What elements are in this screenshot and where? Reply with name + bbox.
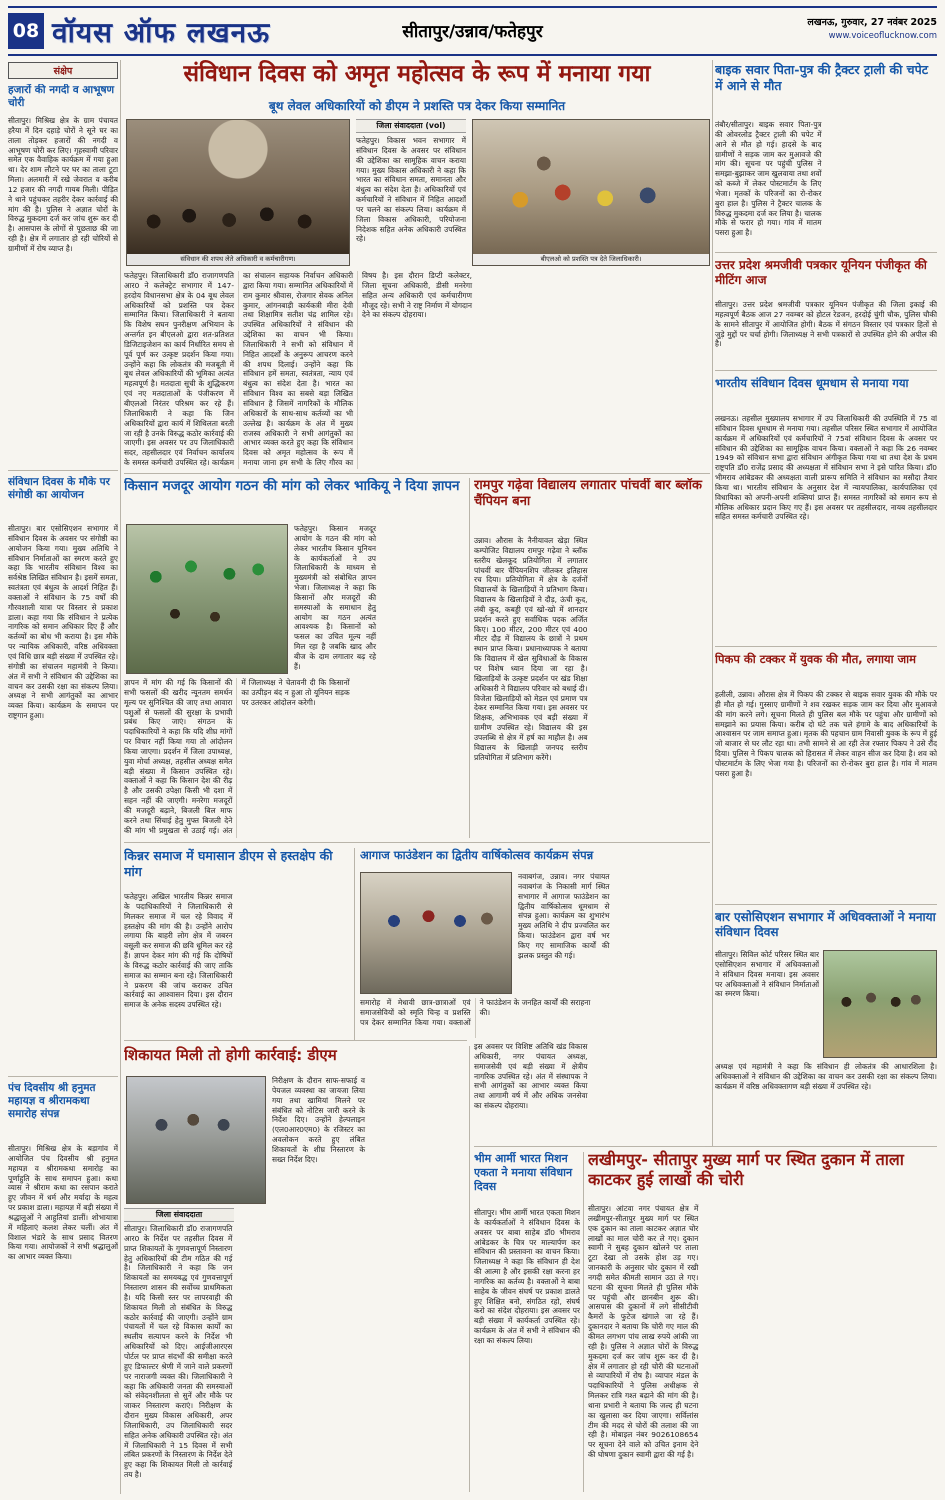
photo-caption-left: संविधान की शपथ लेते अधिकारी व कर्मचारीगण। [127,254,349,265]
left-article3-headline: पंच दिवसीय श्री हनुमत महायज्ञ व श्रीरामकथा समारोह संपन्न [8,1082,96,1121]
shikayat-byline: जिला संवाददाता [124,1208,234,1222]
kinnar-headline: किन्नर समाज में घमासान डीएम से हस्तक्षेप की मांग [124,848,333,879]
aagaz-body-continued: इस अवसर पर विशिष्ट अतिथि खंड विकास अधिकारी, नगर पंचायत अध्यक्ष, समाजसेवी एवं बड़ी संख्या में क्षेत्रीय नागरिक उपस्थित रहे। अंत में संस्थापक ने सभी आगंतुकों का आभार व्यक्त किया तथा आगामी वर्ष में और अधिक जनसेवा का संकल्प दोहराया। [474,1042,588,1111]
kinnar-body: फतेहपुर। अखिल भारतीय किन्नर समाज के पदाधिकारियों ने जिलाधिकारी से मिलकर समाज में चल रहे विवाद में हस्तक्षेप की मांग की है। उन्होंने आरोप लगाया कि बाहरी लोग क्षेत्र में जबरन वसूली कर समाज की छवि धूमिल कर रहे हैं। ज्ञापन देकर मांग की गई कि दोषियों के विरुद्ध कठोर कार्रवाई की जाए ताकि समाज का सम्मान बना रहे। जिलाधिकारी ने प्रकरण की जांच कराकर उचित कार्रवाई का आश्वासन दिया। इस दौरान समाज के अनेक सदस्य उपस्थित रहे। [124,892,233,1010]
right-article2-body: सीतापुर। उत्तर प्रदेश श्रमजीवी पत्रकार यूनियन पंजीकृत की जिला इकाई की महत्वपूर्ण बैठक आज 27 नवम्बर को होटल रेडजन, हरदोई चुंगी चौक, पुलिस चौकी के सामने सीतापुर में आयोजित होगी। बैठक में संगठन विस्तार एवं पत्रकार हितों से जुड़े मुद्दों पर चर्चा होगी। जिलाध्यक्ष ने सभी पत्रकारों से उपस्थित होने की अपील की है। [715,300,937,349]
divider-left-column [120,60,121,1494]
left-divider-1 [8,470,118,471]
left-article3-body: सीतापुर। मिश्रिख क्षेत्र के बड़ागांव में आयोजित पंच दिवसीय श्री हनुमत महायज्ञ व श्रीरामकथा समारोह का पूर्णाहुति के साथ समापन हुआ। कथा व्यास ने श्रीराम कथा का रसपान कराते हुए जीवन में धर्म और मर्यादा के महत्व पर प्रकाश डाला। महायज्ञ में बड़ी संख्या में श्रद्धालुओं ने आहुतियां डालीं। शोभायात्रा में महिलाएं कलश लेकर चलीं। अंत में विशाल भंडारे के साथ प्रसाद वितरण किया गया। आयोजकों ने सभी श्रद्धालुओं का आभार व्यक्त किया। [8,1144,118,1262]
page-number: 08 [8,13,44,49]
bhim-headline: भीम आर्मी भारत मिशन एकता ने मनाया संविधान दिवस [474,1152,573,1193]
kisan-body-beside-photo: फतेहपुर। किसान मजदूर आयोग के गठन की मांग को लेकर भारतीय किसान यूनियन के कार्यकर्ताओं ने उप जिलाधिकारी के माध्यम से मुख्यमंत्री को संबोधित ज्ञापन भेजा। जिलाध्यक्ष ने कहा कि किसानों और मजदूरों की समस्याओं के समाधान हेतु आयोग का गठन अत्यंत आवश्यक है। किसानों को फसल का उचित मूल्य नहीं मिल रहा है जबकि खाद और बीज के दाम लगातार बढ़ रहे हैं। [294,524,376,671]
right-article5-body-below: अध्यक्ष एवं महामंत्री ने कहा कि संविधान ही लोकतंत्र की आधारशिला है। अधिवक्ताओं ने संविधान की उद्देशिका का वाचन कर उसकी रक्षा का संकल्प लिया। कार्यक्रम में वरिष्ठ अधिवक्तागण बड़ी संख्या में उपस्थित रहे। [715,1062,937,1091]
shikayat-headline: शिकायत मिली तो होगी कार्रवाई: डीएम [124,1046,337,1064]
lead-body: फतेहपुर। जिलाधिकारी डॉ0 राजागणपति आर0 ने कलेक्ट्रेट सभागार में 147-हरदोय विधानसभा क्षेत्र के 04 बूथ लेवल अधिकारियों को प्रशस्ति पत्र देकर सम्मानित किया। जिलाधिकारी ने बताया कि विशेष सघन पुनरीक्षण अभियान के अन्तर्गत इन बीएलओ द्वारा शत-प्रतिशत डिजिटाइजेशन का कार्य निर्धारित समय से पूर्व पूर्ण कर उत्कृष्ट प्रदर्शन किया गया। उन्होंने कहा कि लोकतंत्र की मजबूती में बूथ लेवल अधिकारियों की भूमिका अत्यंत महत्वपूर्ण है। मतदाता सूची के शुद्धिकरण एवं नए मतदाताओं के पंजीकरण में बीएलओ निरंतर परिश्रम कर रहे हैं। जिलाधिकारी ने कहा कि जिन अधिकारियों द्वारा कार्य में शिथिलता बरती जा रही है उनके विरुद्ध कठोर कार्रवाई की जाएगी। इस अवसर पर उप जिलाधिकारी सदर, तहसीलदार एवं निर्वाचन कार्यालय के समस्त कर्मचारी उपस्थित रहे। कार्यक्रम का संचालन सहायक निर्वाचन अधिकारी द्वारा किया गया। सम्मानित अधिकारियों में राम कुमार श्रीवास, रोजगार सेवक अनिल कुमार, आंगनबाड़ी कार्यकत्री मीरा देवी तथा शिक्षामित्र सतीश चंद्र शामिल रहे। उपस्थित अधिकारियों ने संविधान की उद्देशिका का वाचन भी किया। जिलाधिकारी ने सभी को संविधान में निहित आदर्शों के अनुरूप आचरण करने की शपथ दिलाई। उन्होंने कहा कि संविधान हमें समता, स्वतंत्रता, न्याय एवं बंधुत्व का संदेश देता है। भारत का संविधान विश्व का सबसे बड़ा लिखित संविधान है जिसमें नागरिकों के मौलिक अधिकारों के साथ-साथ कर्तव्यों का भी उल्लेख है। कार्यक्रम के अंत में मुख्य राजस्व अधिकारी ने सभी आगंतुकों का आभार व्यक्त करते हुए कहा कि संविधान दिवस को अमृत महोत्सव के रूप में मनाया जाना हम सभी के लिए गौरव का विषय है। इस दौरान डिप्टी कलेक्टर, जिला सूचना अधिकारी, डीसी मनरेगा सहित अन्य अधिकारी एवं कर्मचारीगण मौजूद रहे। सभी ने राष्ट्र निर्माण में योगदान देने का संकल्प दोहराया। [124,271,472,468]
right-divider-2 [715,370,937,371]
region-title: सीतापुर/उन्नाव/फतेहपुर [402,22,543,42]
main-divider-4 [474,1146,937,1147]
right-article3-headline: भारतीय संविधान दिवस धूमधाम से मनाया गया [715,376,909,390]
divider-kinnar-aagaz [354,848,355,1040]
shikayat-body-beside-photo: निरीक्षण के दौरान साफ-सफाई व पेयजल व्यवस्था का जायजा लिया गया तथा खामियां मिलने पर संबंधित को नोटिस जारी करने के निर्देश दिए। उन्होंने हेल्पलाइन (एल0आर0एम0) के रजिस्टर का अवलोकन करते हुए लंबित शिकायतों के शीघ्र निस्तारण के सख्त निर्देश दिए। [272,1076,365,1164]
lakhimpur-headline: लखीमपुर- सीतापुर मुख्य मार्ग पर स्थित दुकान में ताला काटकर हुई लाखों की चोरी [588,1150,904,1189]
main-divider-3 [124,1040,467,1041]
right-divider-1 [715,252,937,253]
aagaz-body-beside-photo: नवाबगंज, उन्नाव। नगर पंचायत नवाबगंज के निकासी मार्ग स्थित सभागार में आगाज फाउंडेशन का द्वितीय वार्षिकोत्सव धूमधाम से संपन्न हुआ। कार्यक्रम का शुभारंभ मुख्य अतिथि ने दीप प्रज्वलित कर किया। फाउंडेशन द्वारा वर्ष भर किए गए सामाजिक कार्यों की झलक प्रस्तुत की गई। [518,872,610,960]
header-bottom-rule [8,54,937,56]
right-article3-body: लखनऊ। तहसील मुख्यालय सभागार में उप जिलाधिकारी की उपस्थिति में 75 वां संविधान दिवस धूमधाम से मनाया गया। तहसील परिसर स्थित सभागार में आयोजित कार्यक्रम में अधिकारियों एवं कर्मचारियों ने 75वां संविधान दिवस के अवसर पर संविधान की उद्देशिका का सामूहिक वाचन किया। वक्ताओं ने कहा कि 26 नवम्बर 1949 को संविधान सभा द्वारा संविधान अंगीकृत किया गया था तथा देश के प्रथम राष्ट्रपति डॉ0 राजेंद्र प्रसाद की अध्यक्षता में संविधान सभा ने इसे पारित किया। डॉ0 भीमराव आंबेडकर की अध्यक्षता वाली प्रारूप समिति ने संविधान का मसौदा तैयार किया था। भारतीय संविधान के अनुसार देश में न्यायपालिका, कार्यपालिका एवं विधायिका को अपनी-अपनी शक्तियां प्राप्त हैं। समस्त नागरिकों को समान रूप से मौलिक अधिकार प्रदान किए गए हैं। इस अवसर पर तहसीलदार, नायब तहसीलदार सहित समस्त कर्मचारी उपस्थित रहे। [715,414,937,522]
shikayat-body: सीतापुर। जिलाधिकारी डॉ0 राजागणपति आर0 के निर्देश पर तहसील दिवस में प्राप्त शिकायतों के गुणवत्तापूर्ण निस्तारण हेतु अधिकारियों की टीम गठित की गई है। जिलाधिकारी ने कहा कि जन शिकायतों का समयबद्ध एवं गुणवत्तापूर्ण निस्तारण शासन की सर्वोच्च प्राथमिकता है। यदि किसी स्तर पर लापरवाही की शिकायत मिली तो संबंधित के विरुद्ध कठोर कार्रवाई की जाएगी। उन्होंने ग्राम पंचायतों में चल रहे विकास कार्यों का स्थलीय सत्यापन करने के निर्देश भी अधिकारियों को दिए। आईजीआरएस पोर्टल पर प्राप्त संदर्भों की समीक्षा करते हुए डिफाल्टर श्रेणी में जाने वाले प्रकरणों पर नाराजगी व्यक्त की। जिलाधिकारी ने कहा कि अधिकारी जनता की समस्याओं को संवेदनशीलता से सुनें और मौके पर जाकर निस्तारण कराएं। निरीक्षण के दौरान मुख्य विकास अधिकारी, अपर जिलाधिकारी, उप जिलाधिकारी सदर सहित अनेक अधिकारी उपस्थित रहे। अंत में जिलाधिकारी ने 15 दिवस में सभी लंबित प्रकरणों के निस्तारण के निर्देश देते हुए कहा कि शिकायत मिली तो कार्रवाई तय है। [124,1224,233,1480]
photo-bar-association [823,950,937,1058]
rampur-body: उन्नाव। औरास के नैनीयावल खेड़ा स्थित कम्पोजिट विद्यालय रामपुर गढ़ेवा ने ब्लॉक स्तरीय खेलकूद प्रतियोगिता में लगातार पांचवीं बार चैंपियनशिप जीतकर इतिहास रच दिया। प्रतियोगिता में क्षेत्र के दर्जनों विद्यालयों के खिलाड़ियों ने प्रतिभाग किया। विद्यालय के खिलाड़ियों ने दौड़, ऊंची कूद, लंबी कूद, कबड्डी एवं खो-खो में शानदार प्रदर्शन करते हुए सर्वाधिक पदक अर्जित किए। 100 मीटर, 200 मीटर एवं 400 मीटर दौड़ में विद्यालय के छात्रों ने प्रथम स्थान प्राप्त किया। प्रधानाध्यापक ने बताया कि विद्यालय में खेल सुविधाओं के विकास पर विशेष ध्यान दिया जा रहा है। खिलाड़ियों के उत्कृष्ट प्रदर्शन पर खंड शिक्षा अधिकारी ने विद्यालय परिवार को बधाई दी। विजेता खिलाड़ियों को मेडल एवं प्रमाण पत्र देकर सम्मानित किया गया। इस अवसर पर शिक्षक, अभिभावक एवं बड़ी संख्या में ग्रामीण उपस्थित रहे। विद्यालय की इस उपलब्धि से क्षेत्र में हर्ष का माहौल है। अब विद्यालय के खिलाड़ी जनपद स्तरीय प्रतियोगिता में प्रतिभाग करेंगे। [474,536,588,762]
masthead: वॉयस ऑफ लखनऊ [52,16,271,49]
kisan-headline: किसान मजदूर आयोग गठन की मांग को लेकर भाकियू ने दिया ज्ञापन [124,478,460,494]
photo-farmers-protest [126,524,288,674]
lead-byline: जिला संवाददाता (vol) [356,119,466,133]
right-article2-headline: उत्तर प्रदेश श्रमजीवी पत्रकार यूनियन पंजीकृत की मीटिंग आज [715,258,927,287]
divider-shikayat-bhim [469,1046,470,1492]
right-divider-3 [715,646,937,647]
bhim-body: सीतापुर। भीम आर्मी भारत एकता मिशन के कार्यकर्ताओं ने संविधान दिवस के अवसर पर बाबा साहेब डॉ0 भीमराव आंबेडकर के चित्र पर माल्यार्पण कर संविधान की प्रस्तावना का वाचन किया। जिलाध्यक्ष ने कहा कि संविधान ही देश की आत्मा है और इसकी रक्षा करना हर नागरिक का कर्तव्य है। वक्ताओं ने बाबा साहेब के जीवन संघर्ष पर प्रकाश डालते हुए शिक्षित बनो, संगठित रहो, संघर्ष करो का संदेश दोहराया। इस अवसर पर बड़ी संख्या में कार्यकर्ता उपस्थित रहे। कार्यक्रम के अंत में सभी ने संविधान की रक्षा का संकल्प लिया। [474,1208,580,1345]
lakhimpur-body: सीतापुर। आंटवा नगर पंचायत क्षेत्र में लखीमपुर-सीतापुर मुख्य मार्ग पर स्थित एक दुकान का ताला काटकर अज्ञात चोर लाखों का माल चोरी कर ले गए। दुकान स्वामी ने सुबह दुकान खोलने पर ताला टूटा देखा तो उसके होश उड़ गए। जानकारी के अनुसार चोर दुकान में रखी नगदी समेत कीमती सामान उठा ले गए। घटना की सूचना मिलते ही पुलिस मौके पर पहुंची और छानबीन शुरू की। आसपास की दुकानों में लगे सीसीटीवी कैमरों के फुटेज खंगाले जा रहे हैं। दुकानदार ने बताया कि चोरी गए माल की कीमत लगभग पांच लाख रुपये आंकी जा रही है। पुलिस ने अज्ञात चोरों के विरुद्ध मुकदमा दर्ज कर जांच शुरू कर दी है। क्षेत्र में लगातार हो रही चोरी की घटनाओं से व्यापारियों में रोष है। व्यापार मंडल के पदाधिकारियों ने पुलिस अधीक्षक से मिलकर रात्रि गश्त बढ़ाने की मांग की है। थाना प्रभारी ने बताया कि जल्द ही घटना का खुलासा कर दिया जाएगा। सर्विलांस टीम की मदद से चोरों की तलाश की जा रही है। मोबाइल नंबर 9026108654 पर सूचना देने वाले को उचित इनाम देने की घोषणा दुकान स्वामी द्वारा की गई है। [588,1204,699,1460]
photo-constitution-hall [126,119,350,266]
left-article2-headline: संविधान दिवस के मौके पर संगोष्ठी का आयोजन [8,476,110,502]
photo-caption-right: बीएलओ को प्रशस्ति पत्र देते जिलाधिकारी। [473,254,709,265]
right-article4-body: हलीली, उन्नाव। औरास क्षेत्र में पिकप की टक्कर से बाइक सवार युवक की मौके पर ही मौत हो गई। गुस्साए ग्रामीणों ने शव रखकर सड़क जाम कर दिया और मुआवजे की मांग करने लगे। सूचना मिलते ही पुलिस बल मौके पर पहुंचा और ग्रामीणों को समझाने का प्रयास किया। करीब दो घंटे तक चले हंगामे के बाद अधिकारियों के आश्वासन पर जाम समाप्त हुआ। मृतक की पहचान ग्राम निवासी युवक के रूप में हुई जो बाजार से घर लौट रहा था। तभी सामने से आ रही तेज रफ्तार पिकप ने उसे रौंद दिया। पुलिस ने पिकप चालक को हिरासत में लेकर वाहन सीज कर दिया है। शव को पोस्टमार्टम के लिए भेजा गया है। परिजनों का रो-रोकर बुरा हाल है। गांव में मातम पसरा हुआ है। [715,690,937,778]
rampur-headline: रामपुर गढ़ेवा विद्यालय लगातार पांचवीं बार ब्लॉक चैंपियन बना [474,478,703,510]
left-article1-headline: हजारों की नगदी व आभूषण चोरी [8,84,115,110]
left-divider-2 [8,1076,118,1077]
lead-subheadline: बूथ लेवल अधिकारियों को डीएम ने प्रशस्ति पत्र देकर किया सम्मानित [268,99,566,113]
divider-kisan-rampur [469,478,470,838]
photo-award-ceremony [472,119,710,266]
section-label-sankshep: संक्षेप [8,62,118,79]
left-article1-body: सीतापुर। मिश्रिख क्षेत्र के ग्राम पंचायत हरैया में दिन दहाड़े चोरों ने सूने घर का ताला तोड़कर हजारों की नगदी व आभूषण चोरी कर लिए। गृहस्वामी परिवार समेत एक वैवाहिक कार्यक्रम में गया हुआ था। देर शाम लौटने पर घर का ताला टूटा मिला। अलमारी में रखे जेवरात व करीब 12 हजार की नगदी गायब मिली। पीड़ित ने थाने पहुंचकर तहरीर देकर कार्रवाई की मांग की है। पुलिस ने अज्ञात चोरों के विरुद्ध मुकदमा दर्ज कर जांच शुरू कर दी है। आसपास के लोगों से पूछताछ की जा रही है। क्षेत्र में लगातार हो रही चोरियों से ग्रामीणों में रोष व्याप्त है। [8,116,118,253]
right-article1-body: तंबौर/सीतापुर। बाइक सवार पिता-पुत्र की ओवरलोड ट्रैक्टर ट्राली की चपेट में आने से मौत हो गई। हादसे के बाद ग्रामीणों ने सड़क जाम कर मुआवजे की मांग की। सूचना पर पहुंची पुलिस ने समझा-बुझाकर जाम खुलवाया तथा शवों को कब्जे में लेकर पोस्टमार्टम के लिए भेजा। मृतकों के परिजनों का रो-रोकर बुरा हाल है। पुलिस ने ट्रैक्टर चालक के विरुद्ध मुकदमा दर्ज कर लिया है। चालक मौके से फरार हो गया। गांव में मातम पसरा हुआ है। [715,120,822,238]
dateline: लखनऊ, गुरुवार, 27 नवंबर 2025 [807,17,937,28]
photo-foundation-event [360,872,512,994]
lead-headline: संविधान दिवस को अमृत महोत्सव के रूप में मनाया गया [183,61,651,87]
left-article2-body: सीतापुर। बार एसोसिएशन सभागार में संविधान दिवस के अवसर पर संगोष्ठी का आयोजन किया गया। मुख्य अतिथि ने संविधान निर्माताओं का स्मरण करते हुए कहा कि भारतीय संविधान विश्व का सर्वश्रेष्ठ लिखित संविधान है। इसमें समता, स्वतंत्रता एवं बंधुत्व के आदर्श निहित हैं। वक्ताओं ने संविधान के 75 वर्षों की गौरवशाली यात्रा पर विस्तार से प्रकाश डाला। कहा गया कि संविधान ने प्रत्येक नागरिक को समान अधिकार दिए हैं और कर्तव्यों का बोध भी कराया है। इस मौके पर न्यायिक अधिकारी, वरिष्ठ अधिवक्ता एवं विधि छात्र बड़ी संख्या में उपस्थित रहे। संगोष्ठी का संचालन महामंत्री ने किया। अंत में सभी ने संविधान की उद्देशिका का वाचन कर उसकी रक्षा का संकल्प लिया। अध्यक्ष ने सभी आगंतुकों का आभार व्यक्त किया। कार्यक्रम के समापन पर राष्ट्रगान हुआ। [8,524,118,721]
divider-right-column [712,60,713,1146]
website-link[interactable]: www.voiceoflucknow.com [828,31,937,41]
photo-dm-inspection [126,1076,266,1204]
right-article5-headline: बार एसोसिएशन सभागार में अधिवक्ताओं ने मनाया संविधान दिवस [715,910,936,939]
aagaz-body-below: समारोह में मेधावी छात्र-छात्राओं एवं समाजसेवियों को स्मृति चिन्ह व प्रशस्ति पत्र देकर सम्मानित किया गया। वक्ताओं ने फाउंडेशन के जनहित कार्यों की सराहना की। [360,998,591,1027]
right-article1-headline: बाइक सवार पिता-पुत्र की ट्रैक्टर ट्राली की चपेट में आने से मौत [715,62,929,93]
right-article5-body-beside-photo: सीतापुर। सिविल कोर्ट परिसर स्थित बार एसोसिएशन सभागार में अधिवक्ताओं ने संविधान दिवस मनाया। इस अवसर पर अधिवक्ताओं ने संविधान निर्माताओं का स्मरण किया। [715,950,819,999]
divider-bhim-lakhimpur [583,1152,584,1492]
kisan-body-below: ज्ञापन में मांग की गई कि किसानों की सभी फसलों की खरीद न्यूनतम समर्थन मूल्य पर सुनिश्चित की जाए तथा आवारा पशुओं से फसलों की सुरक्षा के प्रभावी प्रबंध किए जाएं। संगठन के पदाधिकारियों ने कहा कि यदि शीघ्र मांगों पर विचार नहीं किया गया तो आंदोलन किया जाएगा। प्रदर्शन में जिला उपाध्यक्ष, युवा मोर्चा अध्यक्ष, तहसील अध्यक्ष समेत बड़ी संख्या में किसान उपस्थित रहे। वक्ताओं ने कहा कि किसान देश की रीढ़ है और उसकी उपेक्षा किसी भी दशा में सहन नहीं की जाएगी। मनरेगा मजदूरों की मजदूरी बढ़ाने, बिजली बिल माफ करने तथा सिंचाई हेतु मुफ्त बिजली देने की मांग भी प्रमुखता से उठाई गई। अंत में जिलाध्यक्ष ने चेतावनी दी कि किसानों का उत्पीड़न बंद न हुआ तो यूनियन सड़क पर उतरकर आंदोलन करेगी। [124,678,350,835]
right-divider-4 [715,904,937,905]
header-top-rule [8,6,937,8]
right-article4-headline: पिकप की टक्कर में युवक की मौत, लगाया जाम [715,652,916,666]
lead-intro: फतेहपुर। विकास भवन सभागार में संविधान दिवस के अवसर पर संविधान की उद्देशिका का सामूहिक वाचन कराया गया। मुख्य विकास अधिकारी ने कहा कि भारत का संविधान समता, समानता और बंधुत्व का संदेश देता है। अधिकारियों एवं कर्मचारियों ने संविधान में निहित आदर्शों पर चलने का संकल्प लिया। कार्यक्रम में जिला विकास अधिकारी, परियोजना निदेशक सहित अनेक अधिकारी उपस्थित रहे। [356,136,466,244]
aagaz-headline: आगाज फाउंडेशन का द्वितीय वार्षिकोत्सव कार्यक्रम संपन्न [360,848,594,862]
main-divider-2 [124,842,710,843]
main-divider-1 [124,473,710,474]
date-block [697,15,937,41]
